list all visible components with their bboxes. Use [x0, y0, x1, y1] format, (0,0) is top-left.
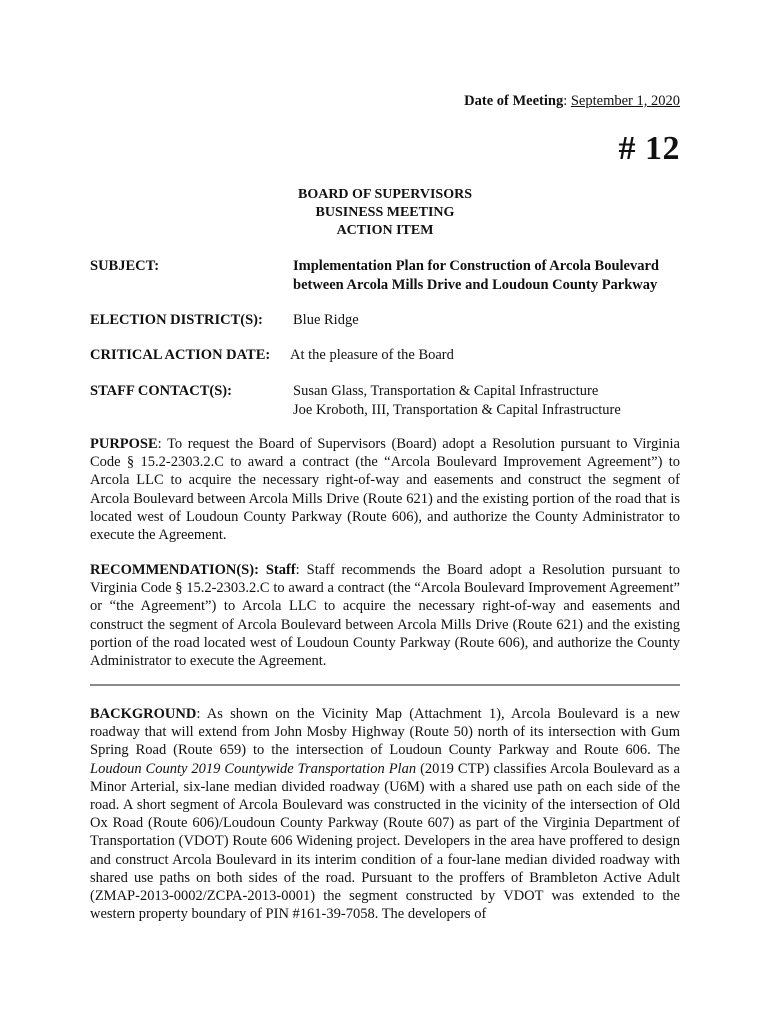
recommendation-staff-label: Staff: [265, 562, 296, 578]
staff-contact-value: [293, 382, 680, 420]
election-district-label: ELECTION DISTRICT(S):: [90, 312, 263, 328]
staff-contact-line: Joe Kroboth, III, Transportation & Capital Infrastructure: [293, 402, 621, 418]
board-heading: [0, 186, 770, 240]
recommendation-separator: :: [254, 562, 266, 578]
background-text: : As shown on the Vicinity Map (Attachment 1), Arcola Boulevard is a new roadway that will extend from John Mosby Highway (Route 50) north of its intersection with Gum Spring Road (Route 659) to the intersection of Loudoun County Parkway and Route 606. The: [90, 706, 680, 759]
section-divider: [90, 684, 680, 686]
background-text-continued: (2019 CTP) classifies Arcola Boulevard as a Minor Arterial, six-lane median divided roadway (U6M) with a shared use path on each side of the road. A short segment of Arcola Boulevard was constructed in the vicinity of the intersection of Old Ox Road (Route 606)/Loudoun County Parkway (Route 607) as part of the Virginia Department of Transportation (VDOT) Route 606 Widening project. Developers in the area have proffered to design and construct Arcola Boulevard in its interim condition of a four-lane median divided roadway with shared use paths on both sides of the road. Pursuant to the proffers of Brambleton Active Adult (ZMAP-2013-0002/ZCPA-2013-0001) the segment constructed by VDOT was extended to the western property boundary of PIN #161-39-7058. The developers of: [90, 760, 680, 923]
meeting-date-label: Date of Meeting: [464, 93, 564, 109]
subject-line: between Arcola Mills Drive and Loudoun County Parkway: [293, 277, 658, 293]
purpose-heading: PURPOSE: [90, 436, 158, 452]
subject-label: SUBJECT:: [90, 258, 160, 274]
purpose-text: : To request the Board of Supervisors (Board) adopt a Resolution pursuant to Virginia Code § 15.2-2303.2.C to award a contract (the “Arcola Boulevard Improvement Agreement”) to Arcola LLC to acquire the necessary right-of-way and easements and construct the segment of Arcola Boulevard between Arcola Mills Drive (Route 621) and the existing portion of the road that is located west of Loudoun County Parkway (Route 606), and authorize the County Administrator to execute the Agreement.: [90, 436, 680, 544]
subject-value: [293, 257, 680, 295]
background-paragraph: [90, 705, 680, 923]
item-number: # 12: [618, 130, 680, 167]
board-heading-line: ACTION ITEM: [336, 223, 434, 238]
staff-contact-label: STAFF CONTACT(S):: [90, 383, 232, 399]
critical-action-date-value: At the pleasure of the Board: [290, 347, 454, 363]
meeting-date-line: Date of Meeting: September 1, 2020: [464, 93, 680, 109]
critical-action-date-label: CRITICAL ACTION DATE:: [90, 347, 271, 363]
background-heading: BACKGROUND: [90, 706, 197, 722]
staff-contact-line: Susan Glass, Transportation & Capital Infrastructure: [293, 383, 599, 399]
election-district-value: Blue Ridge: [293, 312, 359, 328]
background-plan-title: Loudoun County 2019 Countywide Transportation Plan: [90, 760, 417, 777]
purpose-paragraph: [90, 435, 680, 544]
subject-line: Implementation Plan for Construction of Arcola Boulevard: [293, 258, 659, 274]
meeting-date-value: September 1, 2020: [570, 93, 680, 109]
recommendation-paragraph: [90, 561, 680, 670]
board-heading-line: BUSINESS MEETING: [315, 205, 455, 220]
recommendation-text: : Staff recommends the Board adopt a Resolution pursuant to Virginia Code § 15.2-2303.2.C to award a contract (the “Arcola Boulevard Improvement Agreement” or “the Agreement”) to Arcola LLC to acquire the necessary right-of-way and easements and construct the segment of Arcola Boulevard between Arcola Mills Drive (Route 621) and the existing portion of the road located west of Loudoun County Parkway (Route 606), and authorize the County Administrator to execute the Agreement.: [90, 562, 680, 670]
board-heading-line: BOARD OF SUPERVISORS: [297, 187, 472, 202]
recommendation-heading: RECOMMENDATION(S): [90, 562, 255, 578]
